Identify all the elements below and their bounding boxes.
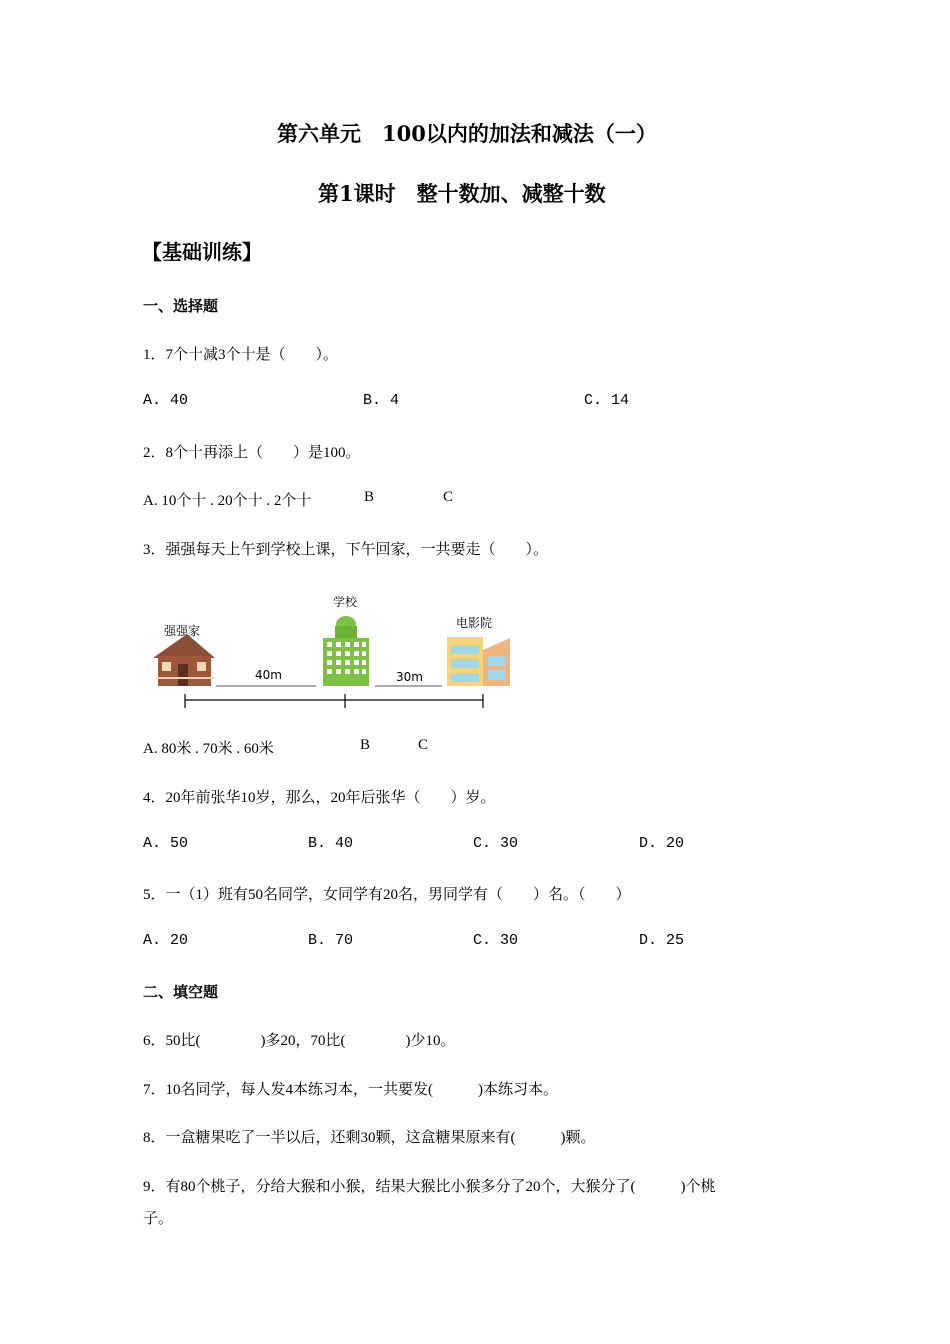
home-label: 强强家 — [164, 624, 201, 638]
q3-option-b: B — [360, 737, 371, 753]
cinema-building-icon — [447, 637, 510, 686]
q5-option-c: C. 30 — [473, 932, 519, 949]
distance-label-2: 30m — [396, 670, 423, 684]
part-heading-choice: 一、选择题 — [143, 297, 219, 315]
distance-label-1: 40m — [255, 668, 282, 682]
q1-option-c: C. 14 — [584, 392, 630, 409]
question-8: 8．一盒糖果吃了一半以后，还剩30颗，这盒糖果原来有( )颗。 — [143, 1130, 596, 1146]
question-4: 4．20年前张华10岁，那么，20年后张华（ ）岁。 — [143, 790, 496, 806]
q5-option-b: B. 70 — [308, 932, 354, 949]
q2-option-b: B — [364, 489, 375, 505]
unit-title: 第六单元 100以内的加法和减法（一） — [277, 121, 657, 146]
school-building-icon — [323, 616, 369, 686]
lesson-title: 第1课时 整十数加、减整十数 — [318, 181, 606, 206]
question-7: 7．10名同学，每人发4本练习本，一共要发( )本练习本。 — [143, 1082, 558, 1098]
distance-figure — [150, 590, 530, 714]
section-heading: 【基础训练】 — [142, 240, 262, 264]
school-label: 学校 — [333, 595, 358, 609]
q4-option-c: C. 30 — [473, 835, 519, 852]
q3-options: A. 80米 . 70米 . 60米 — [143, 741, 274, 757]
cinema-label: 电影院 — [456, 616, 493, 630]
q2-option-c: C — [443, 489, 454, 505]
question-6: 6．50比( )多20，70比( )少10。 — [143, 1033, 456, 1049]
q1-option-b: B. 4 — [363, 392, 400, 409]
q4-option-d: D. 20 — [639, 835, 685, 852]
q1-option-a: A. 40 — [143, 392, 189, 409]
q5-option-a: A. 20 — [143, 932, 189, 949]
part-heading-fill: 二、填空题 — [143, 983, 219, 1001]
question-3: 3．强强每天上午到学校上课，下午回家，一共要走（ ）。 — [143, 542, 549, 558]
q5-option-d: D. 25 — [639, 932, 685, 949]
question-1: 1．7个十减3个十是（ ）。 — [143, 347, 339, 363]
house-icon — [153, 634, 215, 686]
q4-option-b: B. 40 — [308, 835, 354, 852]
question-5: 5．一（1）班有50名同学，女同学有20名，男同学有（ ）名。（ ） — [143, 887, 631, 903]
q2-options: A. 10个十 . 20个十 . 2个十 — [143, 493, 312, 509]
q4-option-a: A. 50 — [143, 835, 189, 852]
q3-option-c: C — [418, 737, 429, 753]
question-9-line-2: 子。 — [143, 1211, 174, 1227]
question-2-stem: 2．8个十再添上（ ）是100。 — [143, 445, 361, 461]
question-9-line-1: 9．有80个桃子，分给大猴和小猴，结果大猴比小猴多分了20个，大猴分了( )个桃 — [143, 1179, 716, 1195]
